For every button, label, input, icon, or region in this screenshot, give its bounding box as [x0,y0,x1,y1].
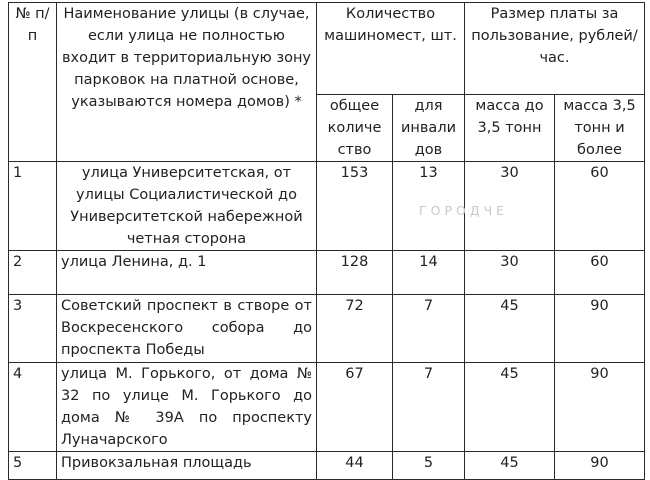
row-fee-light: 45 [465,452,555,480]
row-fee-light: 45 [465,363,555,452]
row-total: 44 [317,452,393,480]
row-fee-heavy: 90 [555,295,645,363]
row-street: Привокзальная площадь [57,452,317,480]
header-fee: Размер платы за пользование, рублей/час. [465,3,645,95]
row-num: 1 [9,162,57,251]
row-fee-light: 30 [465,251,555,295]
header-street: Наименование улицы (в случае, если улица не полностью входит в территориальную зону парковок на платной основе, указываются номера домов) * [57,3,317,162]
row-total: 153 [317,162,393,251]
row-total: 72 [317,295,393,363]
header-count-disabled: для инвали дов [393,95,465,162]
row-total: 67 [317,363,393,452]
table-row [9,295,645,363]
row-disabled: 14 [393,251,465,295]
row-num: 2 [9,251,57,295]
row-street: Советский проспект в створе от Воскресенского собора до проспекта Победы [57,295,317,363]
row-fee-heavy: 90 [555,452,645,480]
table-row [9,363,645,452]
row-fee-heavy: 60 [555,251,645,295]
table-row [9,452,645,480]
row-total: 128 [317,251,393,295]
row-num: 5 [9,452,57,480]
row-fee-heavy: 60 [555,162,645,251]
row-street: улица М. Горького, от дома № 32 по улице М. Горького до дома № 39А по проспекту Луначарского [57,363,317,452]
row-street: улица Университетская, от улицы Социалистической до Университетской набережной четная сторона [57,162,317,251]
row-disabled: 13 [393,162,465,251]
row-disabled: 5 [393,452,465,480]
row-disabled: 7 [393,295,465,363]
row-street: улица Ленина, д. 1 [57,251,317,295]
row-fee-heavy: 90 [555,363,645,452]
header-fee-light: масса до 3,5 тонн [465,95,555,162]
row-num: 4 [9,363,57,452]
row-fee-light: 45 [465,295,555,363]
table-row [9,251,645,295]
header-count-total: общее количе ство [317,95,393,162]
parking-table [8,2,645,480]
row-fee-light: 30 [465,162,555,251]
row-num: 3 [9,295,57,363]
table-row [9,162,645,251]
header-num: № п/п [9,3,57,162]
row-disabled: 7 [393,363,465,452]
header-fee-heavy: масса 3,5 тонн и более [555,95,645,162]
header-count: Количество машиномест, шт. [317,3,465,95]
watermark: ГОРОДЧЕ [419,203,509,218]
